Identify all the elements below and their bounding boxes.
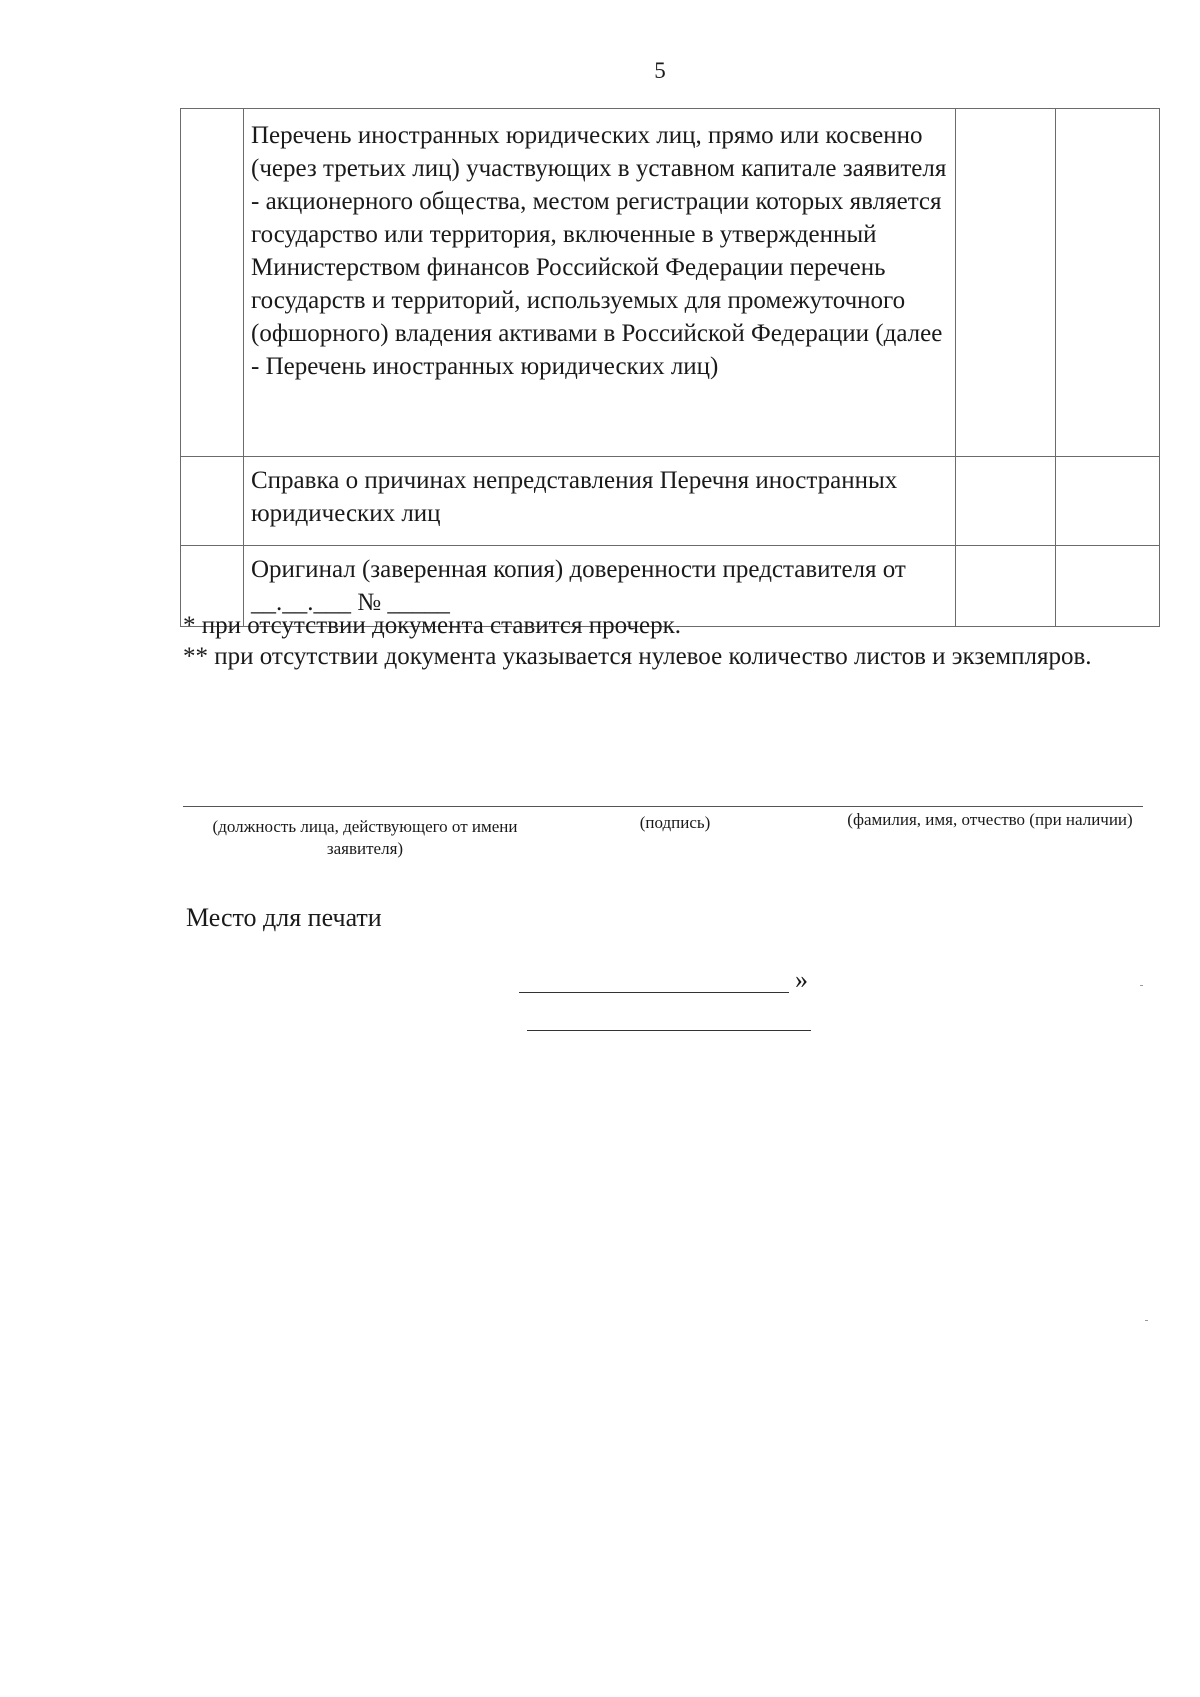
position-caption: (должность лица, действующего от имени заявителя) — [212, 817, 518, 858]
date-blank-line — [527, 1030, 811, 1031]
document-name-cell: Перечень иностранных юридических лиц, прямо или косвенно (через третьих лиц) участвующих в уставном капитале заявителя - акционерного общества, местом регистрации которых является государство или территория, включенные в утвержденный Министерством финансов Российской Федерации перечень государств и территорий, используемых для промежуточного (офшорного) владения активами в Российской Федерации (далее - Перечень иностранных юридических лиц) — [244, 109, 956, 457]
scan-speck — [1140, 985, 1143, 986]
closing-quote: » — [795, 965, 808, 994]
page-number: 5 — [654, 58, 666, 83]
date-blank-line — [519, 992, 789, 993]
documents-table — [180, 108, 1160, 627]
document-name-cell: Оригинал (заверенная копия) доверенности представителя от __.__.___ № _____ — [244, 546, 956, 627]
copies-count-cell — [1056, 457, 1160, 546]
signature-line — [183, 806, 1143, 807]
row-number-cell — [181, 109, 244, 457]
table-row — [181, 109, 1160, 457]
copies-count-cell — [1056, 109, 1160, 457]
stamp-place-label: Место для печати — [186, 903, 382, 932]
sheets-count-cell — [956, 109, 1056, 457]
signature-caption: (подпись) — [639, 813, 711, 832]
document-name-cell: Справка о причинах непредставления Перечня иностранных юридических лиц — [244, 457, 956, 546]
scan-speck — [1145, 1320, 1148, 1321]
footnote-single-star: * при отсутствии документа ставится прочерк. — [183, 612, 682, 639]
full-name-caption: (фамилия, имя, отчество (при наличии) — [847, 810, 1133, 829]
sheets-count-cell — [956, 457, 1056, 546]
footnote-double-star: ** при отсутствии документа указывается нулевое количество листов и экземпляров. — [183, 643, 1092, 670]
row-number-cell — [181, 457, 244, 546]
table-row — [181, 457, 1160, 546]
